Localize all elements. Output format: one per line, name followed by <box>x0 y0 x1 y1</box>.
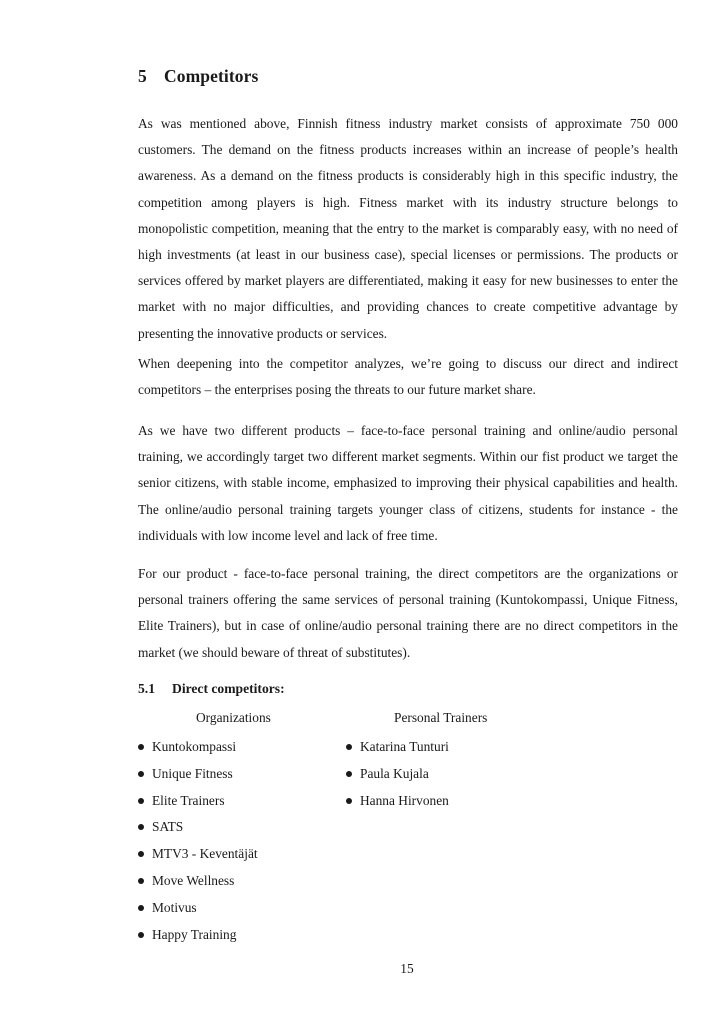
bullet-icon <box>346 744 352 750</box>
section-heading <box>138 66 258 87</box>
list-item: Elite Trainers <box>138 788 258 815</box>
paragraph-market-segments: As we have two different products – face-to-face personal training and online/audio personal training, we accordingly target two different market segments. Within our fist product we target the senior citizens, with stable income, emphasized to improving their physical capabilities and health. The online/audio personal training targets younger class of citizens, students for instance - the individuals with low income level and lack of free time. <box>138 423 678 543</box>
subsection-heading <box>138 681 285 697</box>
page-number: 15 <box>400 961 414 976</box>
organizations-heading: Organizations <box>196 710 271 725</box>
subsection-number: 5.1 <box>138 681 155 696</box>
paragraph-market-overview: As was mentioned above, Finnish fitness industry market consists of approximate 750 000 customers. The demand on the fitness products increases within an increase of people’s health awareness. As a demand on the fitness products is considerably high in this specific industry, the competition among players is high. Fitness market with its industry structure belongs to monopolistic competition, meaning that the entry to the market is comparably easy, with no need of high investments (at least in our business case), special licenses or permissions. The products or services offered by market players are differentiated, making it easy for new businesses to enter the market with no major difficulties, and providing chances to create competitive advantage by presenting the innovative products or services. <box>138 116 678 341</box>
document-page <box>138 0 678 1030</box>
bullet-icon <box>138 744 144 750</box>
list-item: Paula Kujala <box>346 761 449 788</box>
list-item: Happy Training <box>138 922 258 949</box>
bullet-icon <box>138 905 144 911</box>
paragraph-competitor-analysis: When deepening into the competitor analyzes, we’re going to discuss our direct and indirect competitors – the enterprises posing the threats to our future market share. <box>138 356 678 398</box>
list-item: MTV3 - Keventäjät <box>138 841 258 868</box>
bullet-icon <box>346 798 352 804</box>
paragraph-direct-competitors: For our product - face-to-face personal training, the direct competitors are the organizations or personal trainers offering the same services of personal training (Kuntokompassi, Unique Fitness, Elite Trainers), but in case of online/audio personal training there are no direct competitors in the market (we should beware of threat of substitutes). <box>138 566 678 660</box>
bullet-icon <box>138 771 144 777</box>
list-item: Move Wellness <box>138 868 258 895</box>
list-item: Unique Fitness <box>138 761 258 788</box>
list-item: Katarina Tunturi <box>346 734 449 761</box>
section-title: Competitors <box>164 66 259 86</box>
bullet-icon <box>138 798 144 804</box>
personal-trainers-list <box>346 734 449 814</box>
list-item: Hanna Hirvonen <box>346 788 449 815</box>
bullet-icon <box>138 932 144 938</box>
bullet-icon <box>346 771 352 777</box>
bullet-icon <box>138 824 144 830</box>
list-item: SATS <box>138 814 258 841</box>
personal-trainers-heading: Personal Trainers <box>394 710 488 725</box>
bullet-icon <box>138 878 144 884</box>
bullet-icon <box>138 851 144 857</box>
section-number: 5 <box>138 66 147 86</box>
list-item: Kuntokompassi <box>138 734 258 761</box>
list-item: Motivus <box>138 895 258 922</box>
subsection-title: Direct competitors: <box>172 681 285 696</box>
organizations-list <box>138 734 258 948</box>
